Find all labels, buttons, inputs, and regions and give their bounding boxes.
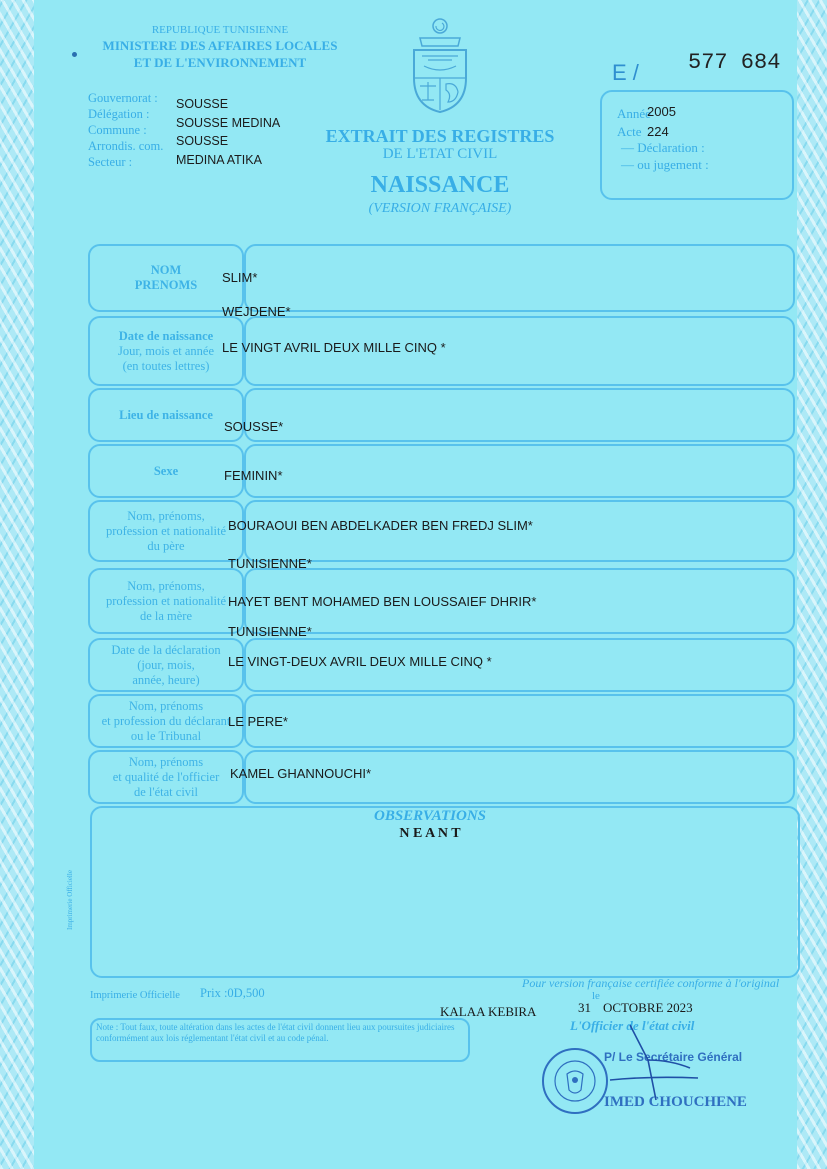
signature-icon — [590, 1020, 700, 1110]
nom-prenoms-value-box — [244, 244, 795, 312]
observations-label: OBSERVATIONS — [374, 808, 486, 824]
nom-label: NOM — [150, 263, 182, 277]
dob-label-line2: Jour, mois et année — [117, 343, 214, 358]
title-line2: DE L'ETAT CIVIL — [382, 146, 498, 162]
ministry-heading-line1: MINISTERE DES AFFAIRES LOCALES — [102, 38, 338, 53]
officier-label-line1: Nom, prénoms — [128, 754, 204, 769]
date-le-label: le — [592, 990, 600, 1002]
decorative-border-right — [797, 0, 827, 1169]
decl-date-label-line2: (jour, mois, — [137, 657, 195, 672]
nom-value: SLIM* — [222, 270, 258, 285]
observations-value: N E A N T — [399, 826, 461, 841]
title-main: NAISSANCE — [370, 172, 510, 198]
lieu-label-box — [88, 388, 244, 442]
pere-label-box — [88, 500, 244, 562]
declarant-label-line1: Nom, prénoms — [128, 698, 204, 713]
secteur-value: MEDINA ATIKA — [176, 152, 262, 167]
place-value: KALAA KEBIRA — [440, 1004, 537, 1019]
ministry-heading-line2: ET DE L'ENVIRONNEMENT — [133, 55, 307, 70]
acte-label: Acte — [617, 124, 642, 139]
signatory-name: IMED CHOUCHENE — [604, 1094, 747, 1110]
dob-label-line3: (en toutes lettres) — [122, 358, 210, 373]
prix-label: Prix :0D,500 — [200, 986, 265, 1000]
officier-signature-label: L'Officier de l'état civil — [570, 1018, 695, 1033]
gouvernorat-label: Gouvernorat : — [88, 91, 158, 105]
lieu-label: Lieu de naissance — [119, 407, 213, 422]
note-text: Note : Tout faux, toute altération dans les actes de l'état civil donnent lieu aux poursuites judiciaires conformément aux lois réglementant l'état civil et au code pénal. — [96, 1022, 455, 1043]
sexe-value: FEMININ* — [224, 468, 283, 483]
officier-label-line2: et qualité de l'officier — [112, 769, 220, 784]
decorative-border-left — [0, 0, 34, 1169]
sexe-label-box — [88, 444, 244, 498]
decl-date-label-line1: Date de la déclaration — [111, 642, 221, 657]
declarant-value-box — [244, 694, 795, 748]
date-day-value: 31 — [578, 1000, 591, 1015]
officier-label-line3: de l'état civil — [133, 784, 199, 799]
commune-value: SOUSSE — [176, 134, 229, 148]
commune-label: Commune : — [88, 123, 147, 137]
mere-label-box — [88, 568, 244, 634]
arrondissement-label: Arrondis. com. — [88, 139, 164, 153]
officier-label-box — [88, 750, 244, 804]
serial-prefix: E / — [612, 60, 639, 85]
delegation-label: Délégation : — [88, 107, 150, 121]
pere-nationality-value: TUNISIENNE* — [228, 556, 312, 571]
lieu-value: SOUSSE* — [224, 419, 284, 434]
annee-label: Année — [617, 106, 651, 121]
decl-date-label-line3: année, heure) — [132, 672, 200, 687]
signatory-role: P/ Le Secrétaire Général — [604, 1050, 743, 1064]
ink-dot — [72, 52, 77, 57]
title-version: (VERSION FRANÇAISE) — [368, 201, 512, 216]
lieu-value-box — [244, 388, 795, 442]
pere-value: BOURAOUI BEN ABDELKADER BEN FREDJ SLIM* — [228, 518, 533, 533]
mere-label-line3: de la mère — [139, 608, 193, 623]
mere-label-line2: profession et nationalité — [105, 593, 227, 608]
sexe-label: Sexe — [153, 463, 179, 478]
pere-label-line3: du père — [147, 538, 185, 553]
mere-nationality-value: TUNISIENNE* — [228, 624, 312, 639]
pere-label-line1: Nom, prénoms, — [127, 508, 205, 523]
officier-value: KAMEL GHANNOUCHI* — [230, 766, 372, 781]
date-rest-value: OCTOBRE 2023 — [603, 1000, 693, 1015]
pere-label-line2: profession et nationalité — [105, 523, 227, 538]
sexe-value-box — [244, 444, 795, 498]
declarant-label-line3: ou le Tribunal — [130, 728, 202, 743]
serial-number: 577 684 — [688, 50, 781, 75]
certified-statement: Pour version française certifiée conforme à l'original — [522, 976, 780, 990]
decl-date-value: LE VINGT-DEUX AVRIL DEUX MILLE CINQ * — [228, 654, 492, 669]
secteur-label: Secteur : — [88, 155, 133, 169]
mere-value: HAYET BENT MOHAMED BEN LOUSSAIEF DHRIR* — [228, 594, 537, 609]
dob-label-box — [88, 316, 244, 386]
declarant-label-line2: et profession du déclarant — [101, 713, 231, 728]
nom-prenoms-label-box — [88, 244, 244, 312]
title-line1: EXTRAIT DES REGISTRES — [325, 126, 555, 146]
declarant-label-box — [88, 694, 244, 748]
jugement-label: — ou jugement : — [621, 157, 709, 172]
imprimerie-label: Imprimerie Officielle — [90, 990, 180, 1001]
annee-value: 2005 — [647, 104, 676, 119]
admin-labels — [88, 90, 163, 170]
coat-of-arms-icon — [406, 16, 474, 116]
mere-label-line1: Nom, prénoms, — [127, 578, 205, 593]
declarant-value: LE PERE* — [228, 714, 288, 729]
acte-value: 224 — [647, 124, 669, 139]
admin-values — [176, 95, 280, 169]
decl-date-label-box — [88, 638, 244, 692]
gouvernorat-value: SOUSSE — [176, 97, 229, 111]
prenoms-value: WEJDENE* — [222, 304, 291, 319]
prenoms-label: PRENOMS — [134, 278, 198, 292]
dob-value: LE VINGT AVRIL DEUX MILLE CINQ * — [222, 340, 446, 355]
side-imprint: Imprimerie Officielle — [66, 870, 74, 930]
dob-label-line1: Date de naissance — [118, 328, 214, 343]
declaration-label: — Déclaration : — [621, 140, 705, 155]
republic-heading: REPUBLIQUE TUNISIENNE — [151, 24, 289, 36]
delegation-value: SOUSSE MEDINA — [176, 115, 281, 130]
